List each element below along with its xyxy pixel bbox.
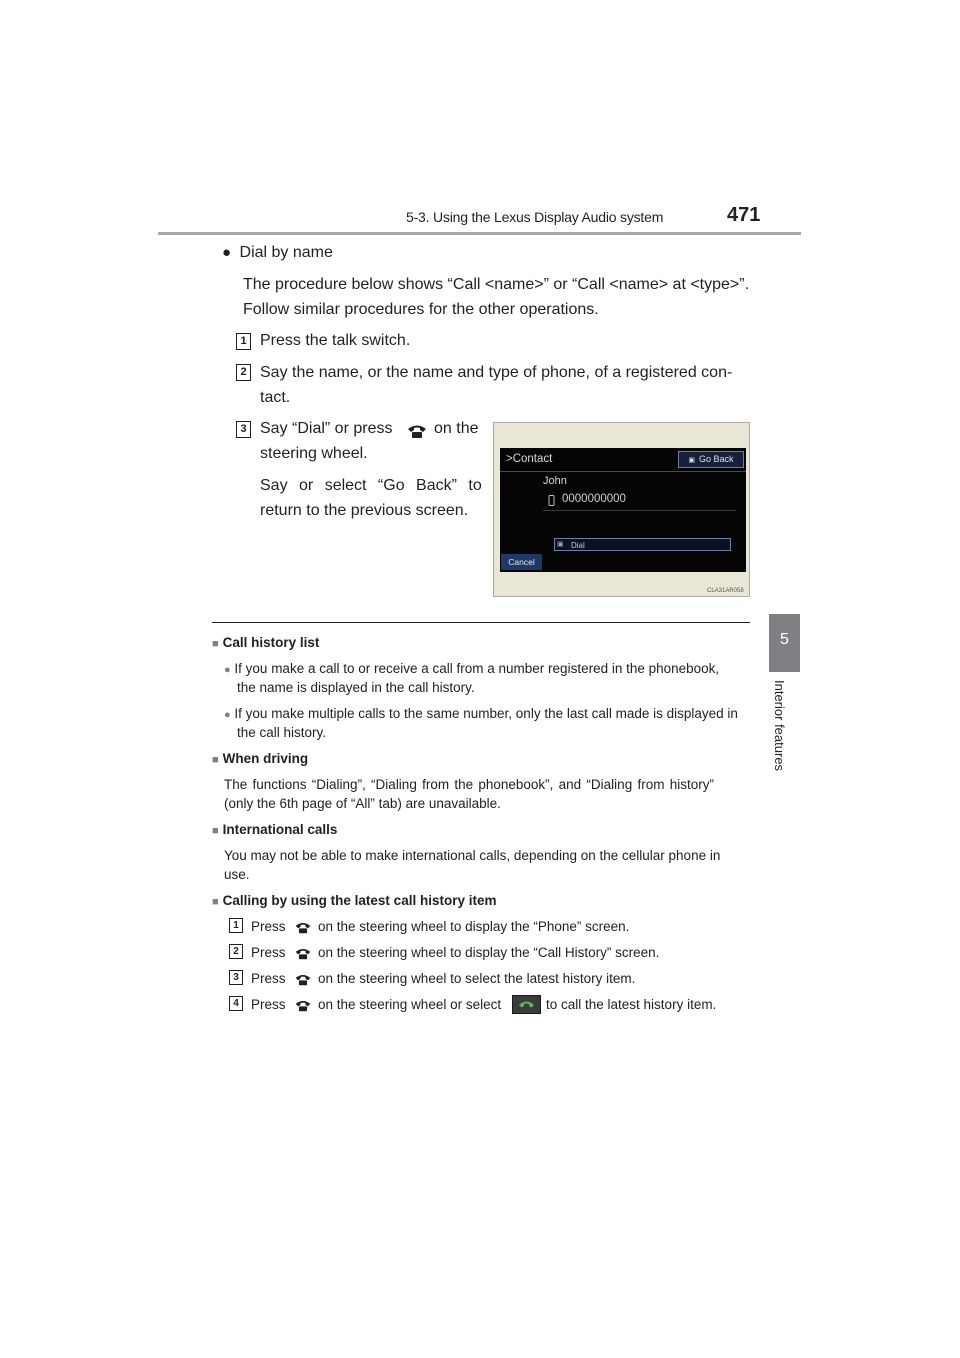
bullet-dial-by-name <box>222 244 333 262</box>
call-history-heading <box>212 635 319 650</box>
call-history-heading-text: Call history list <box>222 635 320 650</box>
section-title: 5-3. Using the Lexus Display Audio system <box>406 209 664 225</box>
step-number-3: 3 <box>236 421 251 438</box>
phone-handset-icon <box>294 947 312 960</box>
latest-step-1-pre: Press <box>251 919 286 934</box>
header-divider <box>158 232 801 235</box>
chapter-tab: 5 <box>769 614 800 672</box>
latest-step-3-post: on the steering wheel to select the latest history item. <box>318 971 636 986</box>
contact-name: John <box>543 475 567 487</box>
phone-handset-icon <box>294 921 312 934</box>
latest-step-4-mid: on the steering wheel or select <box>318 997 502 1012</box>
screen-title: >Contact <box>506 453 553 465</box>
chapter-label: Interior features <box>772 680 787 772</box>
phone-handset-icon <box>294 973 312 986</box>
latest-history-heading-text: Calling by using the latest call history item <box>222 893 497 908</box>
call-history-bullet-2 <box>224 706 738 721</box>
page-number: 471 <box>727 204 761 226</box>
step-3-text-b: on the <box>434 420 479 437</box>
step-number-1: 1 <box>236 333 251 350</box>
intro-line-2: Follow similar procedures for the other operations. <box>243 301 599 318</box>
latest-step-1-post: on the steering wheel to display the “Phone” screen. <box>318 919 630 934</box>
step-2-text-line2: tact. <box>260 389 291 406</box>
latest-step-2-post: on the steering wheel to display the “Call History” screen. <box>318 945 660 960</box>
international-line2: use. <box>224 867 250 882</box>
latest-step-number-4: 4 <box>229 996 243 1011</box>
when-driving-line2: (only the 6th page of “All” tab) are unavailable. <box>224 796 501 811</box>
step-3-text-line3: Say or select “Go Back” to <box>260 477 482 494</box>
when-driving-line1: The functions “Dialing”, “Dialing from the phonebook”, and “Dialing from history” <box>224 777 714 792</box>
step-2-text-line1: Say the name, or the name and type of phone, of a registered con- <box>260 364 733 381</box>
bullet-icon: ● <box>224 664 231 676</box>
latest-step-number-3: 3 <box>229 970 243 985</box>
when-driving-heading-text: When driving <box>222 751 309 766</box>
latest-step-4-post: to call the latest history item. <box>546 997 717 1012</box>
square-bullet-icon: ■ <box>212 896 219 908</box>
phone-handset-icon <box>406 423 428 439</box>
step-number-2: 2 <box>236 364 251 381</box>
voice-icon: ▣ <box>688 457 696 464</box>
go-back-button[interactable] <box>678 451 744 468</box>
phone-handset-icon <box>294 999 312 1012</box>
step-3-text-line4: return to the previous screen. <box>260 502 469 519</box>
mobile-phone-icon <box>548 495 555 506</box>
call-history-b2-line1: If you make multiple calls to the same number, only the last call made is displayed in <box>234 706 738 721</box>
dial-by-name-heading: Dial by name <box>239 244 333 261</box>
square-bullet-icon: ■ <box>212 754 219 766</box>
square-bullet-icon: ■ <box>212 638 219 650</box>
intro-line-1: The procedure below shows “Call <name>” or “Call <name> at <type>”. <box>243 276 750 293</box>
bullet-icon: ● <box>224 709 231 721</box>
latest-history-heading <box>212 893 496 908</box>
call-history-b2-line2: the call history. <box>237 725 327 740</box>
image-code: CLA31AR058 <box>707 588 744 594</box>
step-3-text-line2: steering wheel. <box>260 445 368 462</box>
dial-button[interactable] <box>554 538 731 551</box>
contact-divider <box>543 510 736 511</box>
screen-divider <box>500 471 746 472</box>
latest-step-number-1: 1 <box>229 918 243 933</box>
latest-step-3-pre: Press <box>251 971 286 986</box>
call-history-b1-line1: If you make a call to or receive a call from a number registered in the phonebook, <box>234 661 720 676</box>
green-call-button-icon <box>512 995 541 1014</box>
call-history-b1-line2: the name is displayed in the call history. <box>237 680 475 695</box>
notes-divider <box>212 622 750 623</box>
latest-step-4-pre: Press <box>251 997 286 1012</box>
dial-label: Dial <box>571 541 585 550</box>
go-back-label: Go Back <box>699 454 734 464</box>
latest-step-2-pre: Press <box>251 945 286 960</box>
bullet-icon: ● <box>222 244 232 261</box>
international-heading-text: International calls <box>222 822 338 837</box>
voice-icon: ▣ <box>557 541 564 548</box>
when-driving-heading <box>212 751 308 766</box>
contact-number[interactable]: 0000000000 <box>562 493 626 505</box>
step-1-text: Press the talk switch. <box>260 332 411 349</box>
call-history-bullet-1 <box>224 661 719 676</box>
international-heading <box>212 822 337 837</box>
latest-step-number-2: 2 <box>229 944 243 959</box>
square-bullet-icon: ■ <box>212 825 219 837</box>
international-line1: You may not be able to make international calls, depending on the cellular phone in <box>224 848 721 863</box>
cancel-button[interactable]: Cancel <box>501 554 542 570</box>
step-3-text-a: Say “Dial” or press <box>260 420 393 437</box>
